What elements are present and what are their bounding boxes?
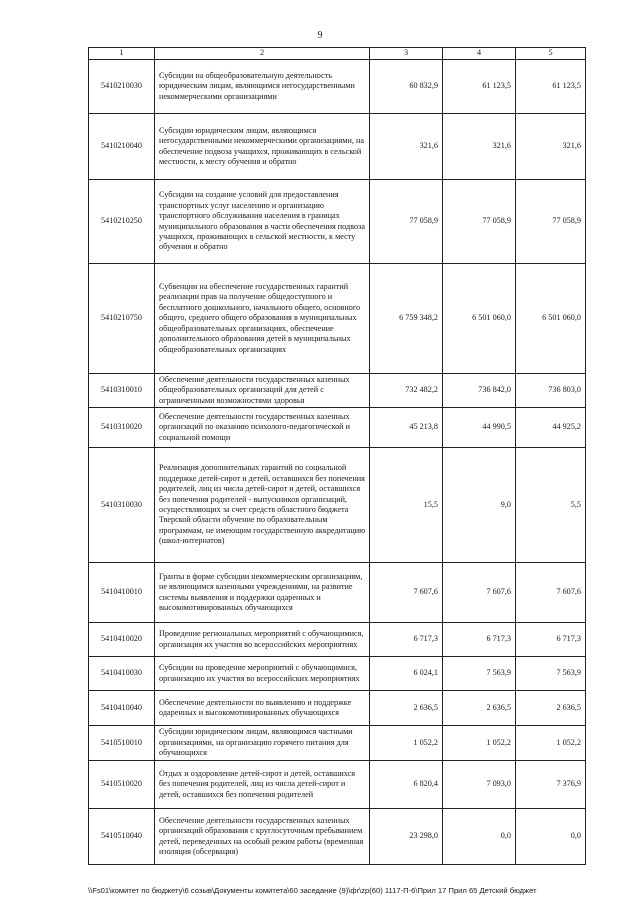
row-value-4: 61 123,5 — [443, 60, 516, 114]
row-value-3: 15,5 — [370, 448, 443, 563]
row-code: 5410310010 — [89, 374, 155, 408]
row-code: 5410510020 — [89, 761, 155, 809]
row-value-4: 2 636,5 — [443, 691, 516, 726]
row-value-4: 6 717,3 — [443, 623, 516, 657]
row-value-4: 6 501 060,0 — [443, 264, 516, 374]
table-row — [89, 726, 586, 761]
row-value-3: 77 058,9 — [370, 180, 443, 264]
table-row — [89, 114, 586, 180]
row-value-5: 44 925,2 — [516, 408, 586, 448]
row-value-5: 7 376,9 — [516, 761, 586, 809]
table-row — [89, 60, 586, 114]
row-value-4: 9,0 — [443, 448, 516, 563]
row-name: Обеспечение деятельности по выявлению и поддержке одаренных и высокомотивированных обучающихся — [155, 691, 370, 726]
header-row — [89, 48, 586, 60]
row-name: Субвенции на обеспечение государственных гарантий реализации прав на получение общедоступного и бесплатного дошкольного, начального общего, основного общего, среднего общего образования в муниципальных общеобразовательных организациях, обеспечение дополнительного образования детей в муниципальных общеобразовательных организациях — [155, 264, 370, 374]
row-value-3: 6 717,3 — [370, 623, 443, 657]
row-name: Субсидии юридическим лицам, являющимся негосударственными некоммерческими организациями, на обеспечение подвоза учащихся, проживающих в сельской местности, к месту обучения и обратно — [155, 114, 370, 180]
row-code: 5410310030 — [89, 448, 155, 563]
row-value-5: 6 717,3 — [516, 623, 586, 657]
row-code: 5410210040 — [89, 114, 155, 180]
row-value-3: 2 636,5 — [370, 691, 443, 726]
row-value-3: 7 607,6 — [370, 563, 443, 623]
row-value-5: 77 058,9 — [516, 180, 586, 264]
row-name: Субсидии на проведение мероприятий с обучающимися, организацию их участия во всероссийских мероприятиях — [155, 657, 370, 691]
column-header-5: 5 — [516, 48, 586, 60]
row-name: Проведение региональных мероприятий с обучающимися, организация их участия во всероссийских мероприятиях — [155, 623, 370, 657]
row-code: 5410410010 — [89, 563, 155, 623]
row-name: Обеспечение деятельности государственных казенных общеобразовательных организаций для детей с ограниченными возможностями здоровья — [155, 374, 370, 408]
row-code: 5410210030 — [89, 60, 155, 114]
row-code: 5410510010 — [89, 726, 155, 761]
row-name: Отдых и оздоровление детей-сирот и детей, оставшихся без попечения родителей, лиц из числа детей-сирот и детей, оставшихся без попечения родителей — [155, 761, 370, 809]
row-name: Обеспечение деятельности государственных казенных организаций по оказанию психолого-педагогической и социальной помощи — [155, 408, 370, 448]
row-value-3: 45 213,8 — [370, 408, 443, 448]
row-value-5: 2 636,5 — [516, 691, 586, 726]
row-value-4: 77 058,9 — [443, 180, 516, 264]
row-name: Субсидии на общеобразовательную деятельность юридическим лицам, являющимся негосударственными некоммерческими организациями — [155, 60, 370, 114]
row-code: 5410510040 — [89, 809, 155, 865]
row-value-3: 6 024,1 — [370, 657, 443, 691]
row-name: Гранты в форме субсидии некоммерческим организациям, не являющимся казенными учреждениями, на развитие системы выявления и поддержки одаренных и высокомотивированных обучающихся — [155, 563, 370, 623]
row-value-4: 44 990,5 — [443, 408, 516, 448]
column-header-2: 2 — [155, 48, 370, 60]
column-header-1: 1 — [89, 48, 155, 60]
row-value-3: 60 832,9 — [370, 60, 443, 114]
row-value-5: 0,0 — [516, 809, 586, 865]
row-value-4: 736 842,0 — [443, 374, 516, 408]
row-name: Обеспечение деятельности государственных казенных организаций образования с круглосуточным пребыванием детей, переведенных на особый режим работы (временная изоляция (обсервация) — [155, 809, 370, 865]
table-row — [89, 623, 586, 657]
row-value-4: 0,0 — [443, 809, 516, 865]
budget-table — [88, 47, 586, 865]
row-value-3: 1 052,2 — [370, 726, 443, 761]
row-code: 5410410020 — [89, 623, 155, 657]
column-header-4: 4 — [443, 48, 516, 60]
row-name: Реализация дополнительных гарантий по социальной поддержке детей-сирот и детей, оставшихся без попечения родителей, лиц из числа детей-сирот и детей, оставшихся без попечения родителей - выпускников организаций, осуществляющих за счет средств областного бюджета Тверской области обучение по образовательным программам, не имеющим государственную аккредитацию (школ-интернатов) — [155, 448, 370, 563]
column-header-3: 3 — [370, 48, 443, 60]
table-row — [89, 180, 586, 264]
row-value-4: 7 093,0 — [443, 761, 516, 809]
row-value-3: 6 820,4 — [370, 761, 443, 809]
row-value-5: 1 052,2 — [516, 726, 586, 761]
row-value-5: 5,5 — [516, 448, 586, 563]
table-row — [89, 761, 586, 809]
row-value-4: 7 563,9 — [443, 657, 516, 691]
row-code: 5410410030 — [89, 657, 155, 691]
table-row — [89, 408, 586, 448]
row-value-5: 7 563,9 — [516, 657, 586, 691]
row-code: 5410210250 — [89, 180, 155, 264]
row-value-5: 6 501 060,0 — [516, 264, 586, 374]
row-code: 5410410040 — [89, 691, 155, 726]
row-value-3: 23 298,0 — [370, 809, 443, 865]
page-number: 9 — [317, 30, 323, 41]
row-name: Субсидии на создание условий для предоставления транспортных услуг населению и организацию транспортного обслуживания населения в границах муниципального образования в части обеспечения подвоза учащихся, проживающих в сельской местности, к месту обучения и обратно — [155, 180, 370, 264]
table-row — [89, 264, 586, 374]
row-code: 5410210750 — [89, 264, 155, 374]
row-value-5: 321,6 — [516, 114, 586, 180]
row-value-4: 7 607,6 — [443, 563, 516, 623]
row-value-4: 321,6 — [443, 114, 516, 180]
table-row — [89, 448, 586, 563]
row-value-3: 732 482,2 — [370, 374, 443, 408]
file-path-footer: \\Fs01\комитет по бюджету\6 созыв\Документы комитета\60 заседание (9)\фr\zp(60) 1117-П-6\Прил 17 Прил 65 Детский бюджет — [88, 886, 537, 895]
row-code: 5410310020 — [89, 408, 155, 448]
table-row — [89, 374, 586, 408]
table-row — [89, 657, 586, 691]
row-value-5: 7 607,6 — [516, 563, 586, 623]
row-value-5: 61 123,5 — [516, 60, 586, 114]
row-value-3: 321,6 — [370, 114, 443, 180]
row-value-3: 6 759 348,2 — [370, 264, 443, 374]
table-row — [89, 691, 586, 726]
row-value-4: 1 052,2 — [443, 726, 516, 761]
table-row — [89, 809, 586, 865]
table-row — [89, 563, 586, 623]
row-value-5: 736 803,0 — [516, 374, 586, 408]
row-name: Субсидии юридическим лицам, являющимся частными организациями, на организацию горячего питания для обучающихся — [155, 726, 370, 761]
